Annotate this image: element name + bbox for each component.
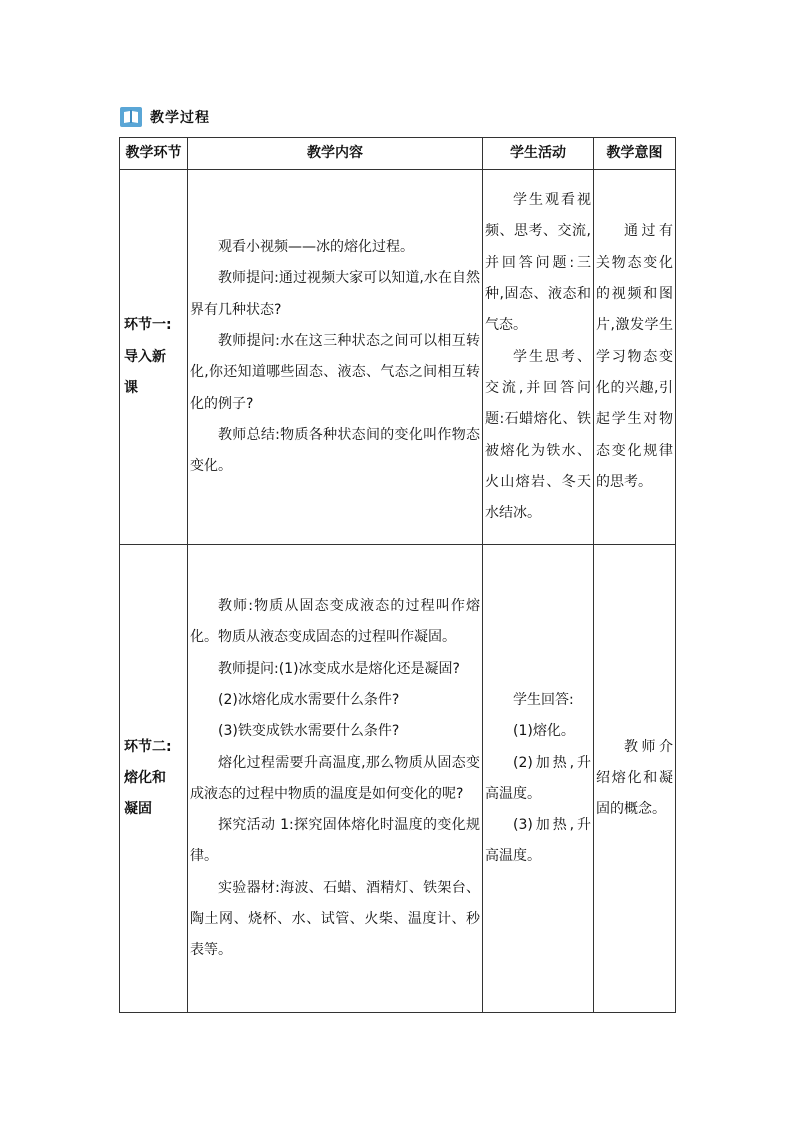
content-cell [188,170,483,545]
activity-paragraph: (1)熔化。 [513,723,575,740]
stage-line: 环节二: [124,738,172,755]
header-content: 教学内容 [188,138,483,170]
content-paragraph: 探究活动 1:探究固体熔化时温度的变化规律。 [190,817,480,865]
activity-cell [483,170,594,545]
activity-paragraph: (3)加热,升高温度。 [485,817,591,865]
content-paragraph: 熔化过程需要升高温度,那么物质从固态变成液态的过程中物质的温度是如何变化的呢? [190,754,480,802]
activity-paragraph: 学生思考、交流,并回答问题:石蜡熔化、铁被熔化为铁水、火山熔岩、冬天水结冰。 [485,348,591,522]
content-paragraph: 教师总结:物质各种状态间的变化叫作物态变化。 [190,426,480,475]
lesson-table [119,137,676,1013]
content-paragraph: (3)铁变成铁水需要什么条件? [218,723,400,740]
content-paragraph: 教师提问:(1)冰变成水是熔化还是凝固? [218,660,460,677]
stage-line: 环节一: [124,317,172,334]
activity-paragraph: (2)加热,升高温度。 [485,754,591,802]
intent-paragraph: 教师介绍熔化和凝固的概念。 [596,738,673,818]
section-heading [120,104,210,130]
content-paragraph: (2)冰熔化成水需要什么条件? [218,691,400,708]
stage-line: 导入新 [124,348,166,365]
intent-cell [594,545,676,1013]
table-row [120,545,676,1013]
content-paragraph: 教师提问:通过视频大家可以知道,水在自然界有几种状态? [190,270,480,318]
content-cell [188,545,483,1013]
content-paragraph: 实验器材:海波、石蜡、酒精灯、铁架台、陶土网、烧杯、水、试管、火柴、温度计、秒表等。 [190,879,480,959]
content-paragraph: 观看小视频——冰的熔化过程。 [218,239,414,256]
table-header-row [120,138,676,170]
header-activity: 学生活动 [483,138,594,170]
stage-cell [120,545,188,1013]
table-row [120,170,676,545]
activity-cell [483,545,594,1013]
header-stage: 教学环节 [120,138,188,170]
intent-cell [594,170,676,545]
activity-paragraph: 学生观看视频、思考、交流,并回答问题:三种,固态、液态和气态。 [485,192,591,334]
section-title: 教学过程 [150,110,210,126]
book-icon [120,107,142,127]
activity-paragraph: 学生回答: [513,691,574,708]
stage-line: 凝固 [124,801,152,818]
intent-paragraph: 通过有关物态变化的视频和图片,激发学生学习物态变化的兴趣,引起学生对物态变化规律的思考。 [596,223,673,490]
stage-line: 课 [124,379,138,396]
content-paragraph: 教师提问:水在这三种状态之间可以相互转化,你还知道哪些固态、液态、气态之间相互转化的例子? [190,333,480,412]
stage-line: 熔化和 [124,770,166,787]
stage-cell [120,170,188,545]
header-intent: 教学意图 [594,138,676,170]
content-paragraph: 教师:物质从固态变成液态的过程叫作熔化。物质从液态变成固态的过程叫作凝固。 [190,598,480,646]
